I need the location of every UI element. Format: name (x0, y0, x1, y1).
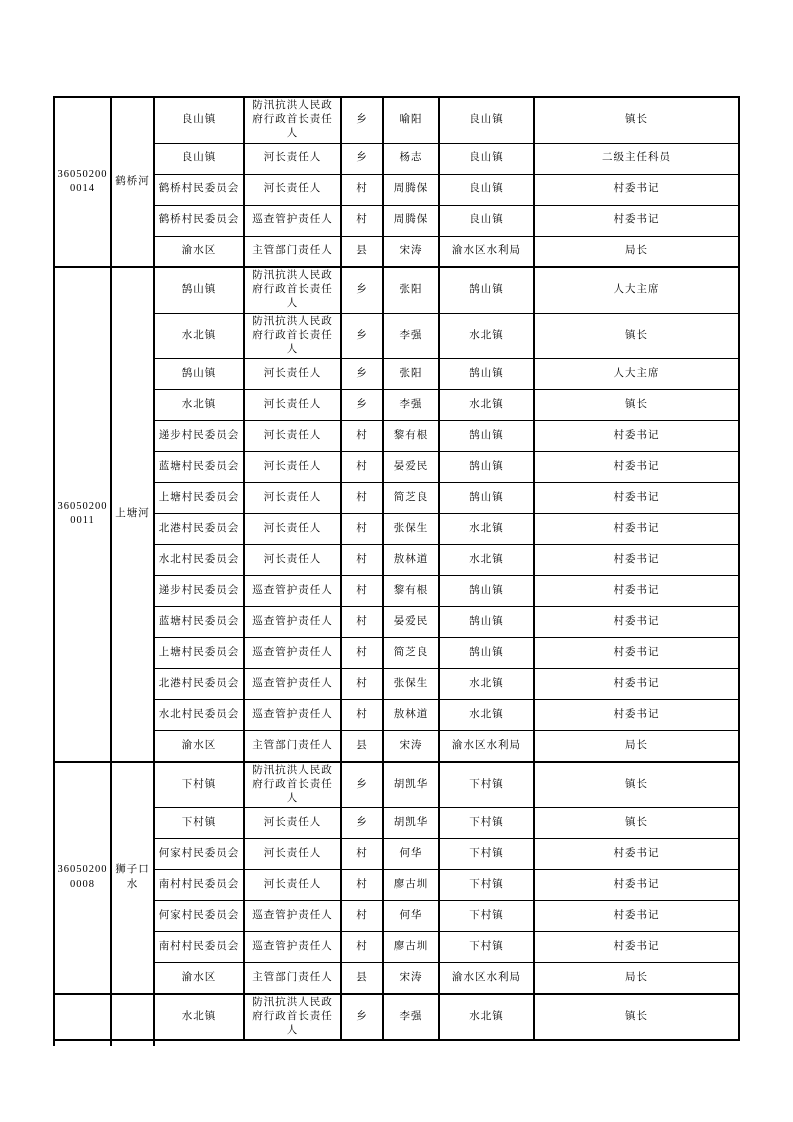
level-cell: 村 (341, 514, 383, 545)
level-cell: 村 (341, 839, 383, 870)
org-cell: 北港村民委员会 (154, 514, 244, 545)
unit-cell: 良山镇 (439, 205, 534, 236)
unit-cell: 水北镇 (439, 545, 534, 576)
org-cell: 蓝塘村民委员会 (154, 607, 244, 638)
position-cell: 局长 (534, 236, 739, 267)
org-cell: 南村村民委员会 (154, 870, 244, 901)
org-cell: 鹄山镇 (154, 267, 244, 313)
org-cell: 蓝塘村民委员会 (154, 452, 244, 483)
level-cell: 村 (341, 870, 383, 901)
org-cell: 何家村民委员会 (154, 901, 244, 932)
person-cell: 周腾保 (383, 205, 439, 236)
org-cell: 递步村民委员会 (154, 576, 244, 607)
table-row (54, 452, 739, 483)
duty-cell: 河长责任人 (244, 483, 341, 514)
code-cell: 360502000014 (54, 97, 111, 267)
position-cell: 村委书记 (534, 700, 739, 731)
unit-cell: 良山镇 (439, 143, 534, 174)
org-cell: 上塘村民委员会 (154, 638, 244, 669)
table-row (54, 932, 739, 963)
table-row (54, 963, 739, 994)
table-row (54, 994, 739, 1041)
org-cell: 南村村民委员会 (154, 932, 244, 963)
table-row (54, 808, 739, 839)
duty-cell: 河长责任人 (244, 545, 341, 576)
unit-cell: 良山镇 (439, 174, 534, 205)
unit-cell: 鹄山镇 (439, 638, 534, 669)
duty-cell: 主管部门责任人 (244, 731, 341, 762)
unit-cell: 水北镇 (439, 700, 534, 731)
table-row (54, 669, 739, 700)
level-cell: 村 (341, 452, 383, 483)
table-row (54, 576, 739, 607)
unit-cell: 良山镇 (439, 97, 534, 143)
position-cell: 局长 (534, 731, 739, 762)
table-row (54, 731, 739, 762)
level-cell: 乡 (341, 762, 383, 808)
unit-cell: 下村镇 (439, 808, 534, 839)
duty-cell: 巡查管护责任人 (244, 700, 341, 731)
org-cell: 水北村民委员会 (154, 545, 244, 576)
unit-cell: 鹄山镇 (439, 421, 534, 452)
table-row (54, 421, 739, 452)
unit-cell: 水北镇 (439, 669, 534, 700)
position-cell: 镇长 (534, 313, 739, 359)
person-cell: 黎有根 (383, 421, 439, 452)
duty-cell: 河长责任人 (244, 870, 341, 901)
duty-cell: 巡查管护责任人 (244, 932, 341, 963)
river-name-cell: 鹤桥河 (111, 97, 154, 267)
org-cell: 良山镇 (154, 143, 244, 174)
person-cell: 张保生 (383, 669, 439, 700)
person-cell: 何华 (383, 839, 439, 870)
responsibility-table (53, 96, 740, 1041)
table-row (54, 390, 739, 421)
org-cell: 下村镇 (154, 762, 244, 808)
duty-cell: 河长责任人 (244, 514, 341, 545)
level-cell: 乡 (341, 97, 383, 143)
level-cell: 县 (341, 236, 383, 267)
person-cell: 宋涛 (383, 963, 439, 994)
org-cell: 水北镇 (154, 994, 244, 1041)
duty-cell: 河长责任人 (244, 143, 341, 174)
table-row (54, 97, 739, 143)
position-cell: 村委书记 (534, 205, 739, 236)
unit-cell: 下村镇 (439, 870, 534, 901)
table-row (54, 143, 739, 174)
org-cell: 鹤桥村民委员会 (154, 205, 244, 236)
level-cell: 乡 (341, 994, 383, 1041)
person-cell: 简芝良 (383, 483, 439, 514)
level-cell: 乡 (341, 359, 383, 390)
duty-cell: 巡查管护责任人 (244, 205, 341, 236)
level-cell: 县 (341, 731, 383, 762)
position-cell: 局长 (534, 963, 739, 994)
person-cell: 敖林道 (383, 545, 439, 576)
level-cell: 村 (341, 638, 383, 669)
duty-cell: 河长责任人 (244, 421, 341, 452)
duty-cell: 主管部门责任人 (244, 236, 341, 267)
org-cell: 递步村民委员会 (154, 421, 244, 452)
cut-cell-line-right (153, 1040, 155, 1046)
position-cell: 村委书记 (534, 901, 739, 932)
org-cell: 下村镇 (154, 808, 244, 839)
position-cell: 村委书记 (534, 870, 739, 901)
duty-cell: 河长责任人 (244, 390, 341, 421)
level-cell: 村 (341, 607, 383, 638)
position-cell: 人大主席 (534, 359, 739, 390)
level-cell: 村 (341, 483, 383, 514)
level-cell: 村 (341, 932, 383, 963)
position-cell: 二级主任科员 (534, 143, 739, 174)
duty-cell: 河长责任人 (244, 174, 341, 205)
cut-cell-line-mid (110, 1040, 112, 1046)
duty-cell: 防汛抗洪人民政府行政首长责任人 (244, 97, 341, 143)
duty-cell: 巡查管护责任人 (244, 607, 341, 638)
person-cell: 黎有根 (383, 576, 439, 607)
table-row (54, 174, 739, 205)
unit-cell: 鹄山镇 (439, 607, 534, 638)
table-body (54, 97, 739, 1040)
table-row (54, 514, 739, 545)
table-row (54, 901, 739, 932)
cut-cell-line-left (53, 1040, 55, 1046)
org-cell: 渝水区 (154, 236, 244, 267)
table-row (54, 638, 739, 669)
unit-cell: 下村镇 (439, 901, 534, 932)
position-cell: 村委书记 (534, 839, 739, 870)
person-cell: 简芝良 (383, 638, 439, 669)
person-cell: 晏爱民 (383, 607, 439, 638)
person-cell: 晏爱民 (383, 452, 439, 483)
duty-cell: 河长责任人 (244, 839, 341, 870)
person-cell: 宋涛 (383, 236, 439, 267)
person-cell: 周腾保 (383, 174, 439, 205)
org-cell: 鹤桥村民委员会 (154, 174, 244, 205)
level-cell: 乡 (341, 313, 383, 359)
level-cell: 村 (341, 700, 383, 731)
duty-cell: 巡查管护责任人 (244, 669, 341, 700)
unit-cell: 渝水区水利局 (439, 731, 534, 762)
unit-cell: 渝水区水利局 (439, 963, 534, 994)
duty-cell: 巡查管护责任人 (244, 901, 341, 932)
person-cell: 胡凯华 (383, 808, 439, 839)
position-cell: 村委书记 (534, 576, 739, 607)
level-cell: 村 (341, 576, 383, 607)
level-cell: 村 (341, 421, 383, 452)
org-cell: 何家村民委员会 (154, 839, 244, 870)
table-row (54, 545, 739, 576)
unit-cell: 下村镇 (439, 762, 534, 808)
unit-cell: 水北镇 (439, 514, 534, 545)
level-cell: 村 (341, 545, 383, 576)
table-row (54, 205, 739, 236)
duty-cell: 河长责任人 (244, 359, 341, 390)
table-row (54, 762, 739, 808)
level-cell: 乡 (341, 267, 383, 313)
table-row (54, 267, 739, 313)
org-cell: 渝水区 (154, 731, 244, 762)
unit-cell: 水北镇 (439, 313, 534, 359)
unit-cell: 水北镇 (439, 994, 534, 1041)
person-cell: 廖古圳 (383, 870, 439, 901)
unit-cell: 鹄山镇 (439, 359, 534, 390)
river-name-cell (111, 994, 154, 1041)
org-cell: 上塘村民委员会 (154, 483, 244, 514)
level-cell: 乡 (341, 390, 383, 421)
org-cell: 北港村民委员会 (154, 669, 244, 700)
position-cell: 村委书记 (534, 174, 739, 205)
person-cell: 廖古圳 (383, 932, 439, 963)
code-cell: 360502000011 (54, 267, 111, 762)
unit-cell: 鹄山镇 (439, 576, 534, 607)
position-cell: 人大主席 (534, 267, 739, 313)
table-row (54, 870, 739, 901)
table-row (54, 313, 739, 359)
duty-cell: 巡查管护责任人 (244, 638, 341, 669)
level-cell: 村 (341, 174, 383, 205)
person-cell: 张阳 (383, 359, 439, 390)
table-row (54, 700, 739, 731)
level-cell: 乡 (341, 808, 383, 839)
org-cell: 水北村民委员会 (154, 700, 244, 731)
position-cell: 村委书记 (534, 483, 739, 514)
river-name-cell: 狮子口水 (111, 762, 154, 994)
position-cell: 村委书记 (534, 452, 739, 483)
duty-cell: 防汛抗洪人民政府行政首长责任人 (244, 762, 341, 808)
unit-cell: 渝水区水利局 (439, 236, 534, 267)
duty-cell: 河长责任人 (244, 452, 341, 483)
unit-cell: 鹄山镇 (439, 483, 534, 514)
duty-cell: 巡查管护责任人 (244, 576, 341, 607)
level-cell: 村 (341, 669, 383, 700)
level-cell: 县 (341, 963, 383, 994)
position-cell: 村委书记 (534, 607, 739, 638)
table-row (54, 483, 739, 514)
position-cell: 村委书记 (534, 932, 739, 963)
duty-cell: 防汛抗洪人民政府行政首长责任人 (244, 267, 341, 313)
position-cell: 村委书记 (534, 514, 739, 545)
position-cell: 镇长 (534, 390, 739, 421)
table-row (54, 839, 739, 870)
unit-cell: 鹄山镇 (439, 452, 534, 483)
level-cell: 村 (341, 901, 383, 932)
position-cell: 村委书记 (534, 669, 739, 700)
person-cell: 喻阳 (383, 97, 439, 143)
person-cell: 宋涛 (383, 731, 439, 762)
person-cell: 李强 (383, 313, 439, 359)
org-cell: 水北镇 (154, 390, 244, 421)
unit-cell: 鹄山镇 (439, 267, 534, 313)
position-cell: 镇长 (534, 994, 739, 1041)
unit-cell: 水北镇 (439, 390, 534, 421)
unit-cell: 下村镇 (439, 932, 534, 963)
table-row (54, 236, 739, 267)
person-cell: 张保生 (383, 514, 439, 545)
person-cell: 张阳 (383, 267, 439, 313)
person-cell: 敖林道 (383, 700, 439, 731)
duty-cell: 防汛抗洪人民政府行政首长责任人 (244, 994, 341, 1041)
position-cell: 村委书记 (534, 421, 739, 452)
person-cell: 杨志 (383, 143, 439, 174)
level-cell: 乡 (341, 143, 383, 174)
duty-cell: 主管部门责任人 (244, 963, 341, 994)
org-cell: 渝水区 (154, 963, 244, 994)
position-cell: 村委书记 (534, 638, 739, 669)
person-cell: 胡凯华 (383, 762, 439, 808)
org-cell: 水北镇 (154, 313, 244, 359)
position-cell: 镇长 (534, 97, 739, 143)
unit-cell: 下村镇 (439, 839, 534, 870)
table-row (54, 359, 739, 390)
level-cell: 村 (341, 205, 383, 236)
table-row (54, 607, 739, 638)
person-cell: 李强 (383, 994, 439, 1041)
river-name-cell: 上塘河 (111, 267, 154, 762)
code-cell: 360502000008 (54, 762, 111, 994)
person-cell: 李强 (383, 390, 439, 421)
code-cell (54, 994, 111, 1041)
person-cell: 何华 (383, 901, 439, 932)
org-cell: 良山镇 (154, 97, 244, 143)
position-cell: 镇长 (534, 762, 739, 808)
duty-cell: 防汛抗洪人民政府行政首长责任人 (244, 313, 341, 359)
position-cell: 镇长 (534, 808, 739, 839)
duty-cell: 河长责任人 (244, 808, 341, 839)
org-cell: 鹄山镇 (154, 359, 244, 390)
position-cell: 村委书记 (534, 545, 739, 576)
